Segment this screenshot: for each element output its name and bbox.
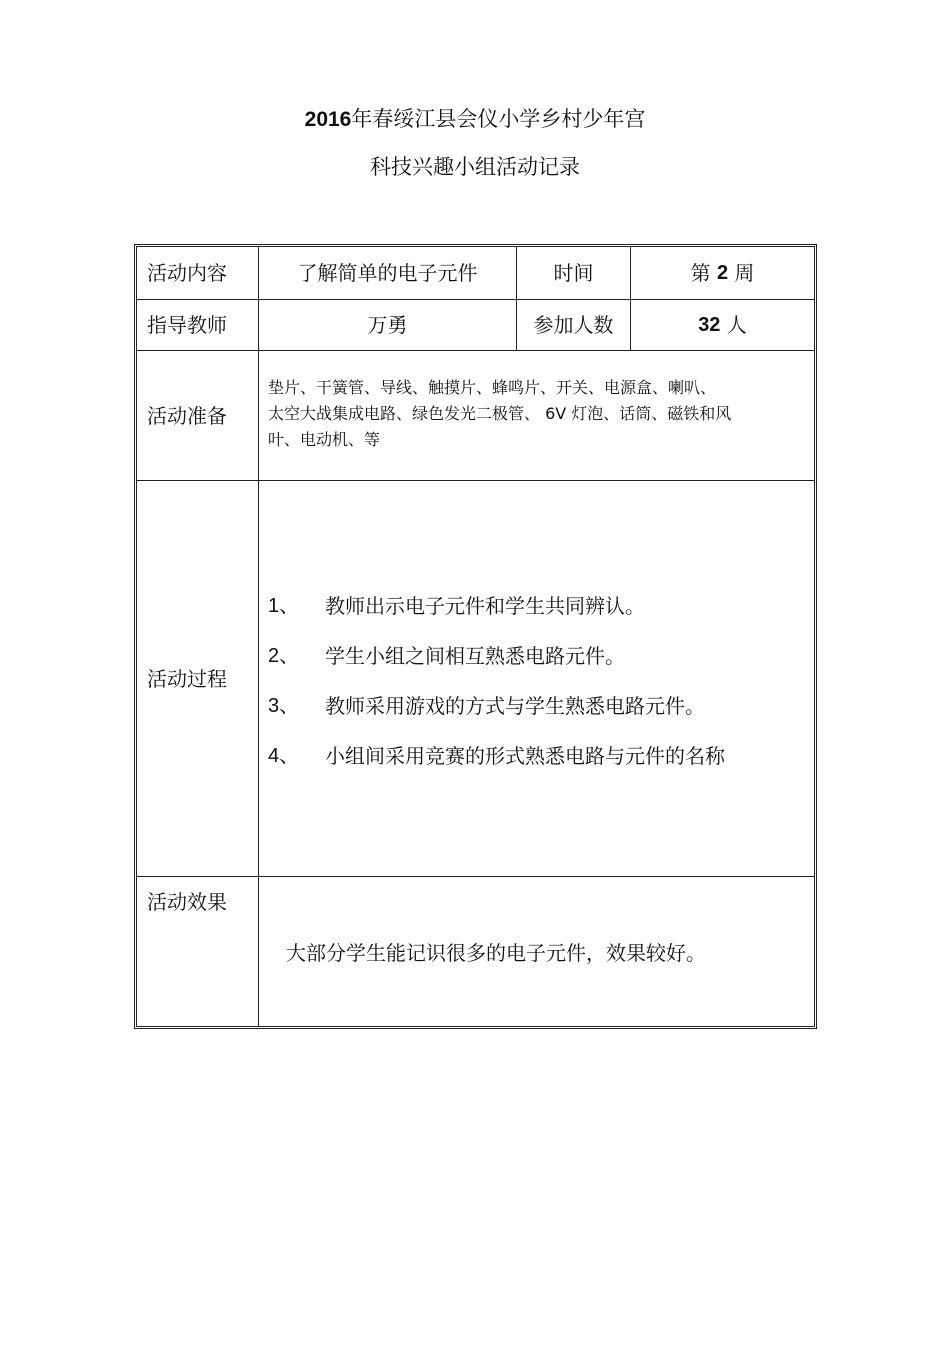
time-label: 时间 [553, 261, 594, 285]
table-divider [258, 247, 259, 1026]
preparation-line: 太空大战集成电路、绿色发光二极管、 6V 灯泡、话筒、磁铁和风 [268, 404, 732, 423]
time-value [631, 247, 814, 299]
step-text: 教师出示电子元件和学生共同辨认。 [325, 594, 645, 618]
step-number: 3、 [268, 695, 300, 717]
step-text: 教师采用游戏的方式与学生熟悉电路元件。 [325, 694, 705, 718]
time-suffix: 周 [734, 261, 755, 285]
effect-label: 活动效果 [147, 890, 227, 914]
participants-value [631, 300, 814, 350]
content-value: 了解简单的电子元件 [297, 261, 478, 285]
table-divider [137, 876, 814, 877]
teacher-label: 指导教师 [147, 313, 227, 337]
preparation-line: 叶、电动机、等 [268, 430, 381, 449]
preparation-content [268, 375, 808, 453]
step-number: 4、 [268, 745, 300, 767]
preparation-line: 垫片、干簧管、导线、触摸片、蜂鸣片、开关、电源盒、喇叭、 [268, 378, 717, 397]
title-year: 2016 [304, 108, 352, 131]
time-number: 2 [716, 262, 729, 284]
effect-text: 大部分学生能记识很多的电子元件，效果较好。 [286, 941, 706, 965]
step-text: 小组间采用竞赛的形式熟悉电路与元件的名称 [325, 744, 725, 768]
step-number: 2、 [268, 645, 300, 667]
participants-suffix: 人 [726, 313, 747, 337]
page-title [0, 105, 950, 134]
step-text: 学生小组之间相互熟悉电路元件。 [325, 644, 625, 668]
page-subtitle: 科技兴趣小组活动记录 [370, 155, 580, 179]
process-step [268, 643, 808, 669]
process-step [268, 593, 808, 619]
teacher-value: 万勇 [367, 313, 408, 337]
participants-number: 32 [698, 314, 721, 336]
process-step [268, 693, 808, 719]
step-number: 1、 [268, 595, 300, 617]
process-step [268, 743, 808, 769]
preparation-label: 活动准备 [147, 403, 227, 428]
title-text: 年春绥江县会仪小学乡村少年宫 [351, 107, 646, 131]
participants-label: 参加人数 [533, 313, 614, 337]
activity-record-table [134, 244, 817, 1029]
time-prefix: 第 [690, 261, 711, 285]
process-label: 活动过程 [147, 666, 227, 691]
content-label: 活动内容 [147, 261, 227, 285]
